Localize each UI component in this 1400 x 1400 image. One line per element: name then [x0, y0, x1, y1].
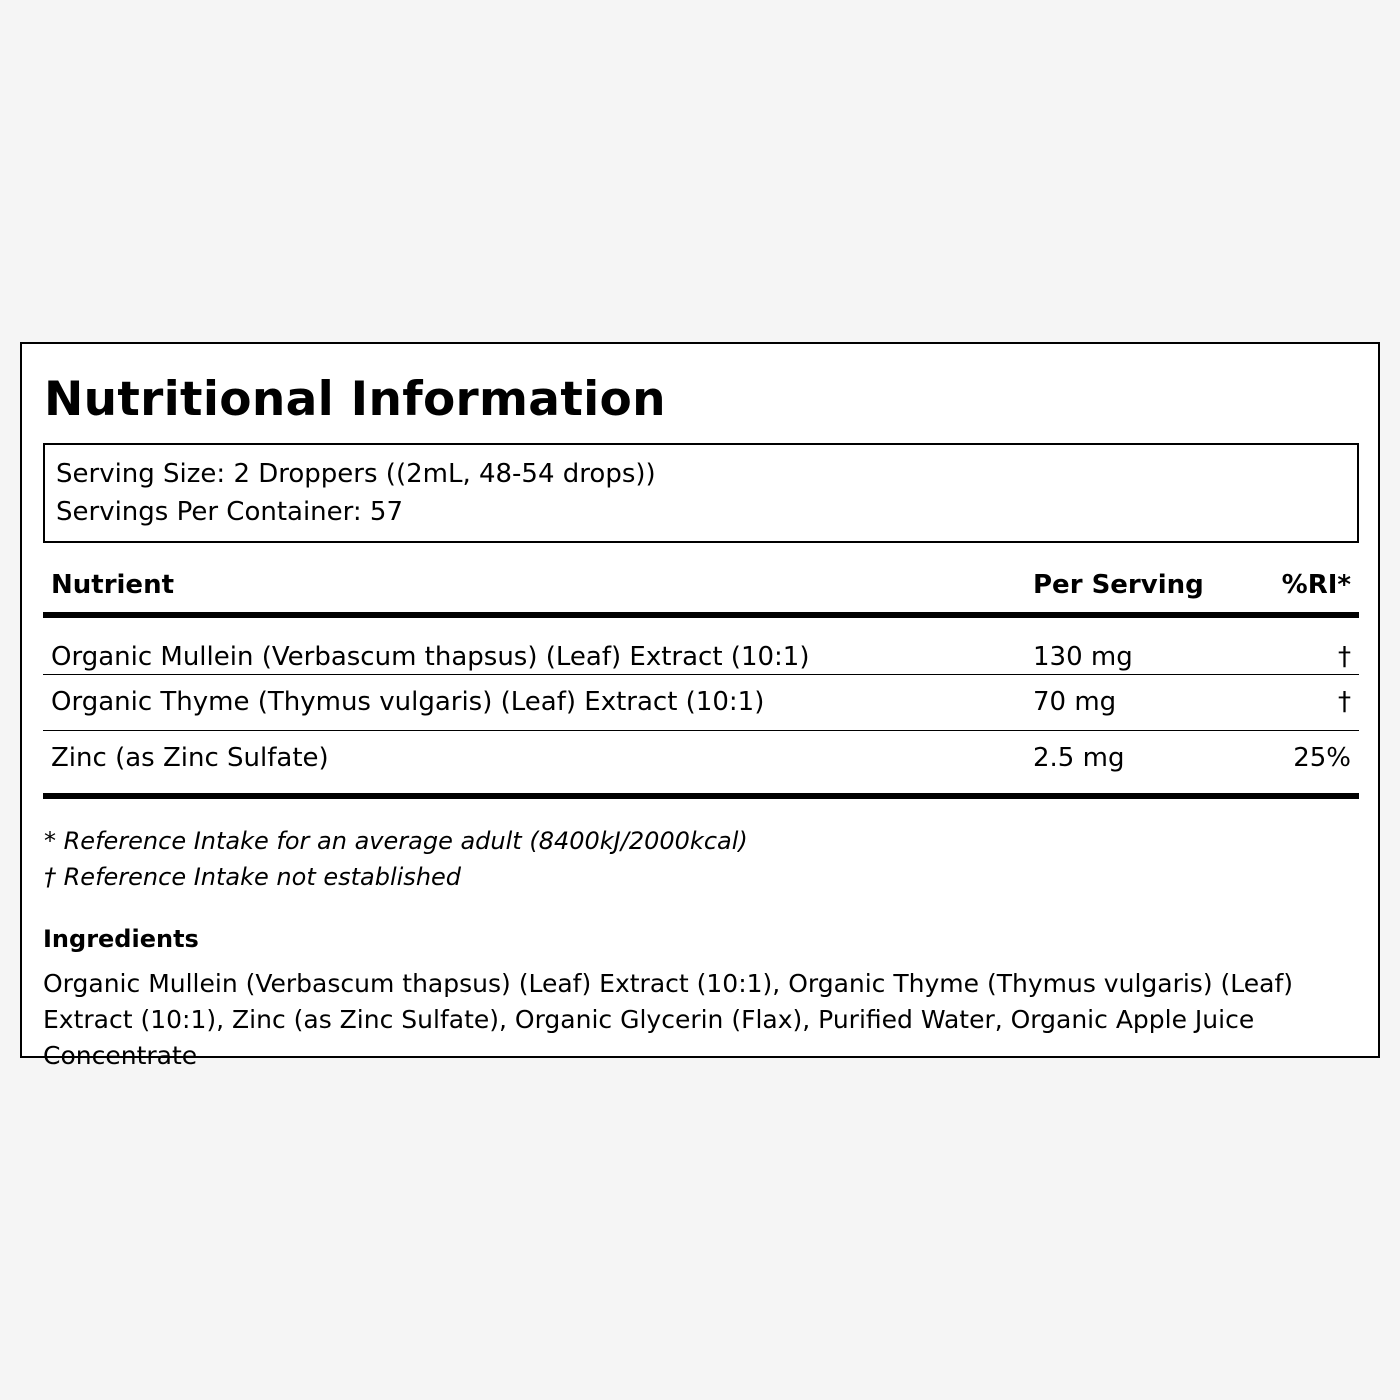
- header-nutrient: Nutrient: [51, 570, 175, 600]
- per-serving-value: 70 mg: [1033, 687, 1117, 717]
- serving-size: Serving Size: 2 Droppers ((2mL, 48-54 drops)): [56, 459, 656, 489]
- nutrient-name: Organic Mullein (Verbascum thapsus) (Leaf) Extract (10:1): [51, 642, 810, 672]
- footnote-not-established: † Reference Intake not established: [44, 863, 462, 891]
- nutrient-name: Zinc (as Zinc Sulfate): [51, 743, 329, 773]
- nutrient-name: Organic Thyme (Thymus vulgaris) (Leaf) Extract (10:1): [51, 687, 765, 717]
- servings-per-container: Servings Per Container: 57: [56, 497, 404, 527]
- ri-value: †: [1338, 687, 1351, 717]
- table-row: [43, 730, 1359, 785]
- footer-rule: [43, 793, 1359, 799]
- ri-value: †: [1338, 642, 1351, 672]
- ingredients-heading: Ingredients: [43, 925, 199, 953]
- ingredients-text: Organic Mullein (Verbascum thapsus) (Leaf) Extract (10:1), Organic Thyme (Thymus vulgaris) (Leaf) Extract (10:1), Zinc (as Zinc Sulfate), Organic Glycerin (Flax), Purified Water, Organic Apple Juice Concentrate: [43, 969, 1294, 1070]
- header-per-serving: Per Serving: [1033, 570, 1204, 600]
- footnote-reference-intake: * Reference Intake for an average adult (8400kJ/2000kcal): [44, 827, 748, 855]
- serving-info-box: [43, 443, 1359, 543]
- per-serving-value: 2.5 mg: [1033, 743, 1125, 773]
- per-serving-value: 130 mg: [1033, 642, 1133, 672]
- ri-value: 25%: [1293, 743, 1351, 773]
- panel-title: Nutritional Information: [44, 372, 666, 427]
- table-row: [43, 618, 1359, 673]
- header-ri: %RI*: [1281, 570, 1351, 600]
- nutrition-panel: [20, 342, 1380, 1070]
- table-row: [43, 674, 1359, 729]
